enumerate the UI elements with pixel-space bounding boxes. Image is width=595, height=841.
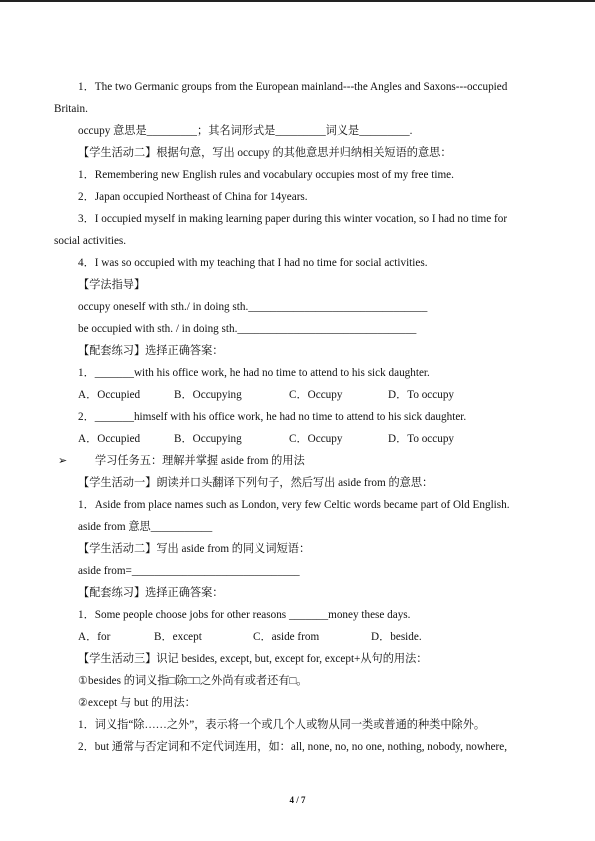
- activity-2-heading: 【学生活动二】根据句意，写出 occupy 的其他意思并归纳相关短语的意思：: [78, 147, 452, 159]
- q2-option-d: D．To occupy: [388, 433, 455, 445]
- practice-heading-2: 【配套练习】选择正确答案：: [78, 587, 224, 599]
- q3-option-a: A．for: [78, 631, 111, 643]
- para-1-line-2: Britain.: [54, 103, 88, 115]
- study-guide-heading: 【学法指导】: [78, 279, 146, 291]
- phrase-occupy-oneself: occupy oneself with sth./ in doing sth.________________________________: [78, 301, 428, 313]
- question-3: 1．Some people choose jobs for other reasons _______money these days.: [78, 609, 411, 621]
- usage-point-1: 1．词义指“除……之外”，表示将一个或几个人或物从同一类或普通的种类中除外。: [78, 719, 486, 731]
- aside-activity-1-heading: 【学生活动一】朗读并口头翻译下列句子，然后写出 aside from 的意思：: [78, 477, 434, 489]
- phrase-be-occupied: be occupied with sth. / in doing sth.________________________________: [78, 323, 417, 335]
- aside-meaning-blank: aside from 意思___________: [78, 521, 213, 533]
- aside-synonym-blank: aside from=______________________________: [78, 565, 300, 577]
- q2-option-b: B．Occupying: [174, 433, 242, 445]
- q1-option-c: C．Occupy: [289, 389, 343, 401]
- page-top-rule: [0, 0, 595, 2]
- arrow-bullet-icon: ➢: [58, 454, 68, 467]
- usage-point-2: 2．but 通常与否定词和不定代词连用，如：all, none, no, no one, nothing, nobody, nowhere,: [78, 741, 508, 753]
- page-number: 4 / 7: [289, 795, 306, 805]
- example-sentence-4: 4．I was so occupied with my teaching that I had no time for social activities.: [78, 257, 428, 269]
- task-5-heading: 学习任务五：理解并掌握 aside from 的用法: [95, 455, 305, 467]
- occupy-meaning-blanks: occupy 意思是_________；其名词形式是_________词义是_________.: [78, 125, 413, 137]
- q3-option-d: D．beside.: [371, 631, 422, 643]
- practice-heading-1: 【配套练习】选择正确答案：: [78, 345, 224, 357]
- question-1: 1．_______with his office work, he had no time to attend to his sick daughter.: [78, 367, 430, 379]
- question-2: 2．_______himself with his office work, he had no time to attend to his sick daughter.: [78, 411, 467, 423]
- example-sentence-3-line-1: 3．I occupied myself in making learning paper during this winter vocation, so I had no time for: [78, 213, 508, 225]
- except-but-usage-heading: ②except 与 but 的用法：: [78, 697, 196, 709]
- besides-usage: ①besides 的词义指□除□□之外尚有或者还有□。: [78, 675, 308, 687]
- q1-option-a: A．Occupied: [78, 389, 141, 401]
- aside-example-sentence: 1．Aside from place names such as London, very few Celtic words became part of Old English.: [78, 499, 510, 511]
- q2-option-a: A．Occupied: [78, 433, 141, 445]
- example-sentence-2: 2．Japan occupied Northeast of China for 14years.: [78, 191, 308, 203]
- para-1-line-1: 1．The two Germanic groups from the European mainland---the Angles and Saxons---occupied: [78, 81, 508, 93]
- activity-3-heading: 【学生活动三】识记 besides, except, but, except for, except+从句的用法：: [78, 653, 428, 665]
- aside-activity-2-heading: 【学生活动二】写出 aside from 的同义词短语：: [78, 543, 311, 555]
- q3-option-c: C．aside from: [253, 631, 320, 643]
- example-sentence-1: 1．Remembering new English rules and vocabulary occupies most of my free time.: [78, 169, 454, 181]
- q1-option-d: D．To occupy: [388, 389, 455, 401]
- q2-option-c: C．Occupy: [289, 433, 343, 445]
- q3-option-b: B．except: [154, 631, 202, 643]
- q1-option-b: B．Occupying: [174, 389, 242, 401]
- example-sentence-3-line-2: social activities.: [54, 235, 127, 247]
